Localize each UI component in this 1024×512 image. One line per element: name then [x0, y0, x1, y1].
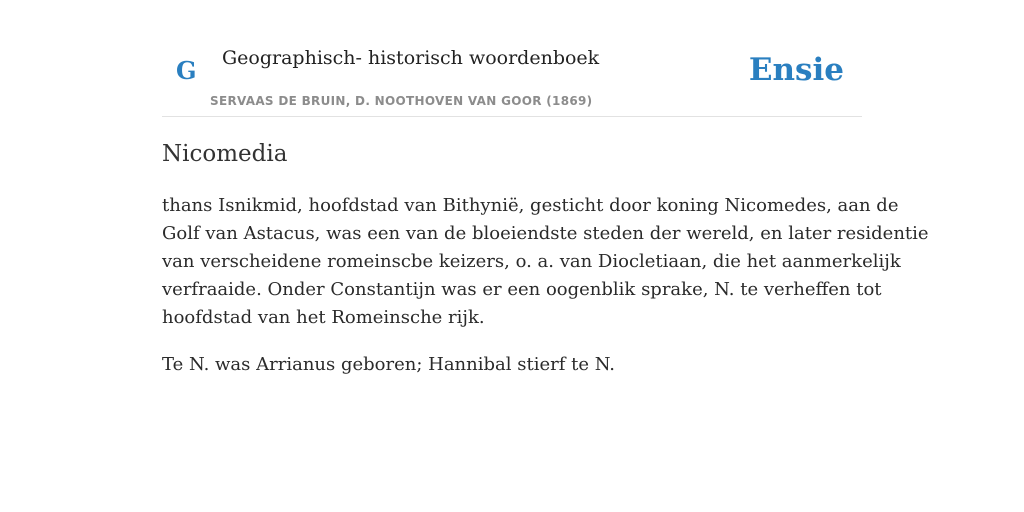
entry-line: verfraaide. Onder Constantijn was er een oogenblik sprake, N. te verheffen tot — [162, 279, 882, 300]
entry-line: Te N. was Arrianus geboren; Hannibal stierf te N. — [162, 354, 616, 375]
entry-line: hoofdstad van het Romeinsche rijk. — [162, 307, 485, 328]
book-header — [162, 0, 862, 117]
entry-line: Golf van Astacus, was een van de bloeiendste steden der wereld, en later residentie — [162, 223, 929, 244]
entry-title: Nicomedia — [162, 141, 288, 167]
entry-paragraph — [162, 192, 929, 332]
book-title[interactable]: Geographisch- historisch woordenboek — [222, 47, 600, 69]
entry-line: thans Isnikmid, hoofdstad van Bithynië, gesticht door koning Nicomedes, aan de — [162, 195, 899, 216]
book-authors: SERVAAS DE BRUIN, D. NOOTHOVEN VAN GOOR (1869) — [210, 94, 593, 108]
entry-body — [162, 192, 929, 398]
entry-line: van verscheidene romeinscbe keizers, o. a. van Diocletiaan, die het aanmerkelijk — [162, 251, 901, 272]
entry-paragraph — [162, 351, 862, 379]
ensie-logo[interactable]: Ensie — [748, 52, 844, 88]
book-letter-icon[interactable]: G — [176, 56, 197, 85]
